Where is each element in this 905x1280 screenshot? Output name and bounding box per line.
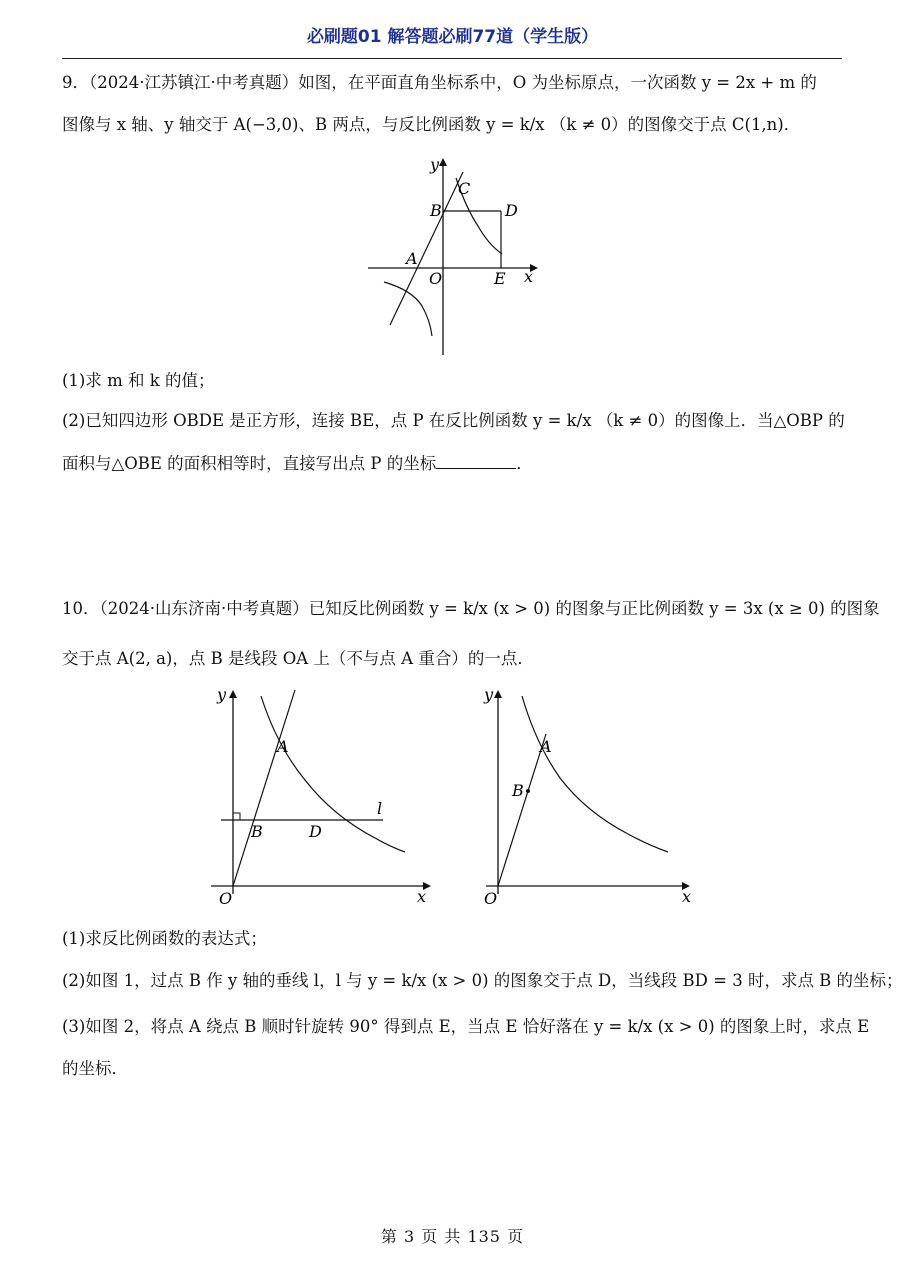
q9-part2-line1: (2)已知四边形 OBDE 是正方形，连接 BE，点 P 在反比例函数 y = k/x （k ≠ 0）的图像上．当△OBP 的: [62, 411, 845, 430]
q10-part3-line1: (3)如图 2，将点 A 绕点 B 顺时针旋转 90° 得到点 E，当点 E 恰好落在 y = k/x (x > 0) 的图象上时，求点 E: [62, 1017, 870, 1036]
q10f2-line-OA: [498, 734, 546, 886]
q10f1-label-D: D: [309, 822, 322, 841]
q10-part1: (1)求反比例函数的表达式；: [62, 929, 267, 948]
q10f1-line-OA: [233, 690, 295, 886]
q9-label-y: y: [430, 155, 440, 174]
q10f2-label-A: A: [540, 737, 552, 756]
q10f2-hyperbola: [522, 696, 668, 852]
q10f2-label-y: y: [484, 685, 494, 704]
q10f1-label-O: O: [219, 889, 233, 908]
q9-label-B: B: [430, 201, 442, 220]
q10f2-label-O: O: [484, 889, 498, 908]
q10f1-label-B: B: [251, 822, 263, 841]
q10f1-label-l: l: [377, 799, 383, 818]
q9-figure: [360, 150, 550, 360]
q10f1-label-y: y: [217, 685, 227, 704]
q10f1-label-A: A: [277, 737, 289, 756]
q9-y-arrow: [439, 158, 447, 166]
page-header-title: 必刷题01 解答题必刷77道（学生版）: [306, 27, 599, 47]
q9-label-D: D: [505, 201, 518, 220]
q9-linear-graph: [390, 172, 463, 325]
q10f2-label-x: x: [682, 887, 692, 906]
q9-label-C: C: [458, 179, 471, 198]
q9-label-O: O: [429, 269, 443, 288]
q10-stem-line2: 交于点 A(2, a)，点 B 是线段 OA 上（不与点 A 重合）的一点．: [62, 649, 534, 668]
q10-part3-line2: 的坐标．: [62, 1059, 128, 1078]
q10-figure-2: [470, 680, 700, 910]
q9-label-A: A: [406, 249, 418, 268]
q10f2-y-arrow: [494, 690, 502, 698]
q10-part2: (2)如图 1，过点 B 作 y 轴的垂线 l，l 与 y = k/x (x > 0) 的图象交于点 D，当线段 BD = 3 时，求点 B 的坐标；: [62, 971, 903, 990]
q9-label-x: x: [524, 267, 534, 286]
q10f2-point-B: [526, 789, 530, 793]
q9-part1: (1)求 m 和 k 的值；: [62, 371, 215, 390]
q9-answer-blank[interactable]: [436, 452, 516, 469]
q10-stem-line1: 10．（2024·山东济南·中考真题）已知反比例函数 y = k/x (x > 0) 的图象与正比例函数 y = 3x (x ≥ 0) 的图象: [62, 599, 880, 618]
q10f1-hyperbola: [261, 696, 405, 852]
page-footer: 第 3 页 共 135 页: [380, 1227, 525, 1246]
q9-part2-end: ．: [516, 454, 533, 473]
q10-figure-1: [205, 680, 440, 910]
header-rule: [62, 58, 842, 59]
q9-stem-line1: 9．（2024·江苏镇江·中考真题）如图，在平面直角坐标系中，O 为坐标原点，一次函数 y = 2x + m 的: [62, 73, 817, 92]
q10f1-right-angle: [233, 813, 240, 820]
q10f1-label-x: x: [417, 887, 427, 906]
q9-part2-line2-text: 面积与△OBE 的面积相等时，直接写出点 P 的坐标: [62, 454, 437, 473]
q9-part2-line2: [62, 452, 847, 475]
q10f1-y-arrow: [229, 690, 237, 698]
q9-hyperbola-branch-left: [384, 282, 432, 336]
q10f2-label-B: B: [512, 781, 524, 800]
q9-stem-line2: 图像与 x 轴、y 轴交于 A(−3,0)、B 两点，与反比例函数 y = k/x （k ≠ 0）的图像交于点 C(1,n)．: [62, 115, 801, 134]
q9-label-E: E: [494, 269, 506, 288]
